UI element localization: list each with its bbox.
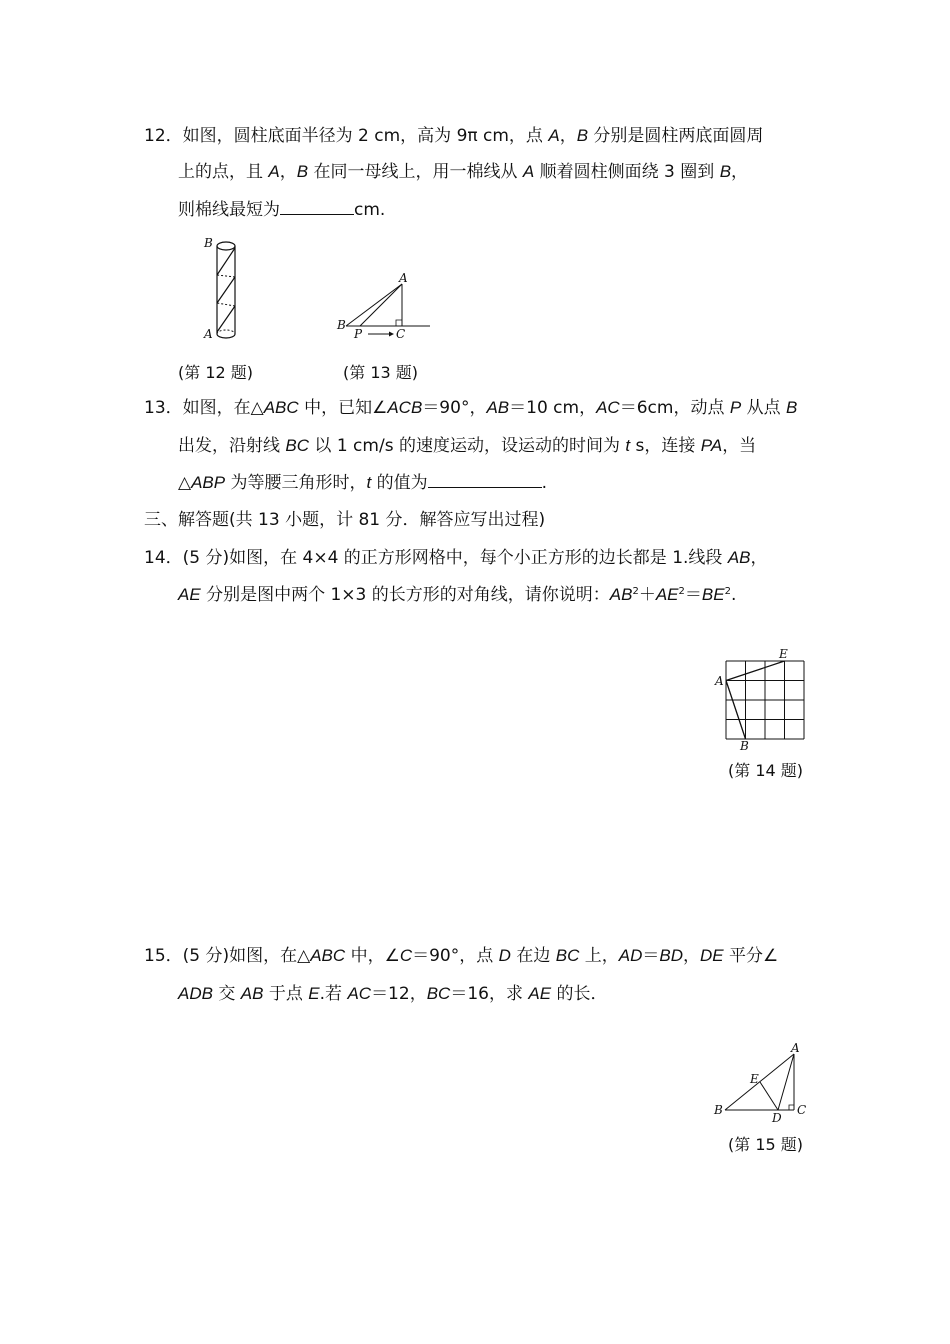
q13-line-3: △ABP 为等腰三角形时，t 的值为 . <box>178 473 548 493</box>
label-E: E <box>779 647 788 661</box>
side-AB <box>725 1054 794 1110</box>
caption-14: (第 14 题) <box>728 761 804 780</box>
label-A: A <box>715 674 724 688</box>
cylinder-bottom <box>217 334 235 338</box>
label-D: D <box>772 1111 782 1125</box>
section-heading: 三、解答题(共 13 小题，计 81 分．解答应写出过程) <box>144 510 546 530</box>
label-A: A <box>204 327 213 341</box>
segment-AE <box>726 661 785 681</box>
q12-line-2: 上的点，且 A，B 在同一母线上，用一棉线从 A 顺着圆柱侧面绕 3 圈到 B， <box>178 162 749 182</box>
q14-line-1: 14．(5 分)如图，在 4×4 的正方形网格中，每个小正方形的边长都是 1.线段 AB， <box>144 548 768 568</box>
caption-12: (第 12 题) <box>178 363 254 382</box>
q13-line-2: 出发，沿射线 BC 以 1 cm/s 的速度运动，设运动的时间为 t s，连接 PA，当 <box>178 436 757 456</box>
helix-thread <box>217 248 235 332</box>
caption-13: (第 13 题) <box>343 363 419 382</box>
answer-blank[interactable] <box>280 198 354 215</box>
caption-15: (第 15 题) <box>728 1135 804 1154</box>
label-B: B <box>337 318 346 332</box>
q15-line-2: ADB 交 AB 于点 E.若 AC＝12，BC＝16，求 AE 的长． <box>178 984 608 1004</box>
q12-line-3: 则棉线最短为 cm. <box>178 200 386 220</box>
label-B: B <box>714 1103 723 1117</box>
q14-line-2: AE 分别是图中两个 1×3 的长方形的对角线，请你说明：$AB^2+AE^2=BE^2$. <box>178 585 737 605</box>
figure-14-grid <box>712 648 812 752</box>
cylinder-top <box>217 242 235 250</box>
q12-line-1: 12．如图，圆柱底面半径为 2 cm，高为 9π cm，点 A，B 分别是圆柱两底面圆周 <box>144 126 764 146</box>
label-A: A <box>399 271 408 285</box>
figure-12-cylinder <box>200 234 260 346</box>
label-E: E <box>750 1072 759 1086</box>
q15-line-1: 15．(5 分)如图，在△ABC 中，∠C＝90°，点 D 在边 BC 上，AD＝BD，DE 平分∠ <box>144 946 779 966</box>
figure-13-triangle <box>334 272 434 344</box>
label-P: P <box>354 327 363 341</box>
segment-AB <box>726 681 746 740</box>
label-B: B <box>204 236 213 250</box>
q13-line-1: 13．如图，在△ABC 中，已知∠ACB＝90°，AB＝10 cm，AC＝6cm，动点 P 从点 B <box>144 398 798 418</box>
label-A: A <box>791 1041 800 1055</box>
figure-15-triangle <box>710 1041 814 1126</box>
label-B: B <box>740 739 749 753</box>
segment-AD <box>778 1054 794 1110</box>
label-C: C <box>396 327 406 341</box>
label-C: C <box>797 1103 807 1117</box>
segment-DE <box>760 1082 778 1110</box>
answer-blank[interactable] <box>428 471 542 488</box>
